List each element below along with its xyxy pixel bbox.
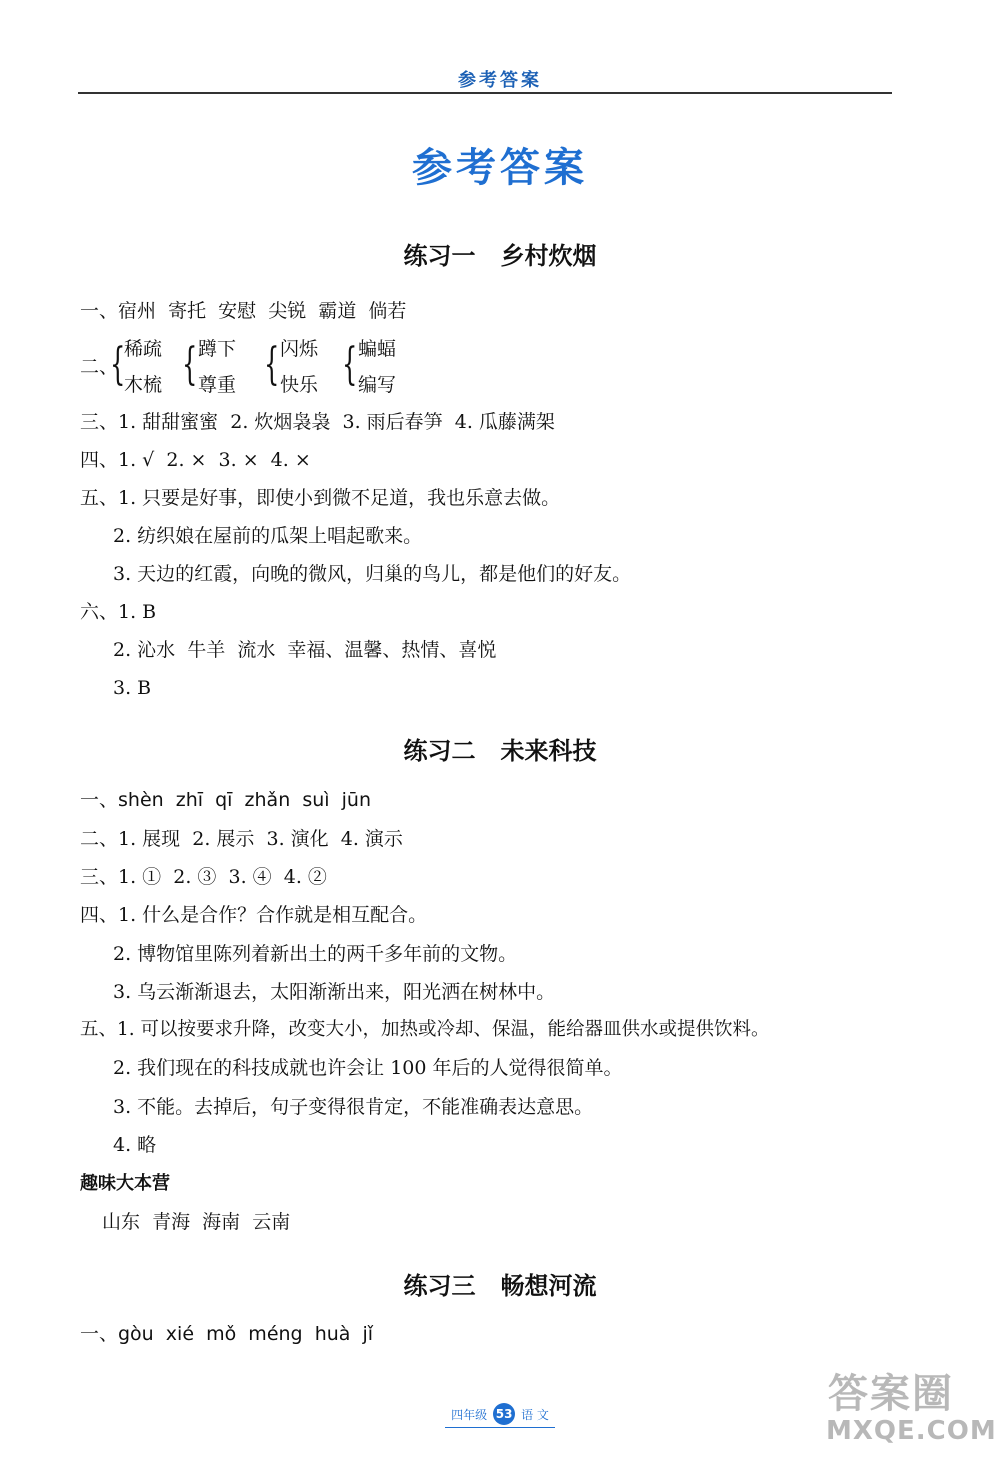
answer-line: 四、1. 什么是合作？合作就是相互配合。 bbox=[80, 904, 428, 926]
answer-line: 五、1. 只要是好事，即使小到微不足道，我也乐意去做。 bbox=[80, 487, 561, 509]
watermark-url: MXQE.COM bbox=[826, 1416, 997, 1446]
page-title: 参考答案 bbox=[412, 145, 588, 191]
section-title-2: 练习二 未来科技 bbox=[403, 737, 597, 765]
answer-line: 3. B bbox=[113, 677, 152, 699]
matching-prefix: 二、 bbox=[80, 356, 119, 378]
section-title-3: 练习三 畅想河流 bbox=[403, 1272, 597, 1300]
brace-2: { bbox=[182, 339, 198, 390]
page-number: 53 bbox=[493, 1403, 515, 1425]
answer-line: 3. 天边的红霞，向晚的微风，归巢的鸟儿，都是他们的好友。 bbox=[113, 563, 632, 585]
running-header: 参考答案 bbox=[458, 70, 542, 91]
answer-line: 一、宿州 寄托 安慰 尖锐 霸道 倘若 bbox=[80, 300, 407, 322]
match-top-2: 蹲下 bbox=[198, 338, 237, 360]
answer-line: 六、1. B bbox=[80, 601, 157, 623]
answer-line: 2. 纺织娘在屋前的瓜架上唱起歌来。 bbox=[113, 525, 423, 547]
match-bottom-1: 木梳 bbox=[124, 374, 163, 396]
answer-line: 2. 我们现在的科技成就也许会让 100 年后的人觉得很简单。 bbox=[113, 1057, 623, 1079]
footer-grade: 四年级 bbox=[451, 1407, 488, 1422]
match-top-1: 稀疏 bbox=[124, 338, 163, 360]
answer-line: 四、1. √ 2. × 3. × 4. × bbox=[80, 449, 311, 471]
match-top-3: 闪烁 bbox=[280, 338, 319, 360]
pinyin-line: 一、gòu xié mǒ méng huà jǐ bbox=[80, 1323, 374, 1345]
answer-line: 二、1. 展现 2. 展示 3. 演化 4. 演示 bbox=[80, 828, 403, 850]
section-title-1: 练习一 乡村炊烟 bbox=[403, 242, 597, 270]
match-top-4: 蝙蝠 bbox=[358, 338, 397, 360]
answer-line: 4. 略 bbox=[113, 1134, 157, 1156]
fun-answer: 山东 青海 海南 云南 bbox=[102, 1211, 291, 1233]
brace-4: { bbox=[342, 339, 358, 390]
answer-line: 三、1. ① 2. ③ 3. ④ 4. ② bbox=[80, 866, 327, 888]
answer-line: 三、1. 甜甜蜜蜜 2. 炊烟袅袅 3. 雨后春笋 4. 瓜藤满架 bbox=[80, 411, 555, 433]
watermark-top-text: 答案圈 bbox=[828, 1371, 954, 1417]
match-bottom-3: 快乐 bbox=[280, 374, 319, 396]
answer-line: 3. 乌云渐渐退去，太阳渐渐出来，阳光洒在树林中。 bbox=[113, 981, 556, 1003]
fun-section-title: 趣味大本营 bbox=[80, 1173, 170, 1194]
footer-subject: 语 文 bbox=[521, 1407, 549, 1422]
answer-line: 2. 沁水 牛羊 流水 幸福、温馨、热情、喜悦 bbox=[113, 639, 497, 661]
answer-line: 2. 博物馆里陈列着新出土的两千多年前的文物。 bbox=[113, 943, 518, 965]
footer-strip bbox=[445, 1403, 555, 1428]
brace-3: { bbox=[264, 339, 280, 390]
match-bottom-4: 编写 bbox=[358, 374, 397, 396]
answer-line: 五、1. 可以按要求升降，改变大小，加热或冷却、保温，能给器皿供水或提供饮料。 bbox=[80, 1019, 770, 1040]
pinyin-line: 一、shèn zhī qī zhǎn suì jūn bbox=[80, 789, 371, 811]
brace-1: { bbox=[110, 339, 126, 390]
header-rule bbox=[78, 92, 892, 94]
match-bottom-2: 尊重 bbox=[198, 374, 237, 396]
answer-line: 3. 不能。去掉后，句子变得很肯定，不能准确表达意思。 bbox=[113, 1096, 594, 1118]
watermark-logo bbox=[822, 1362, 997, 1454]
